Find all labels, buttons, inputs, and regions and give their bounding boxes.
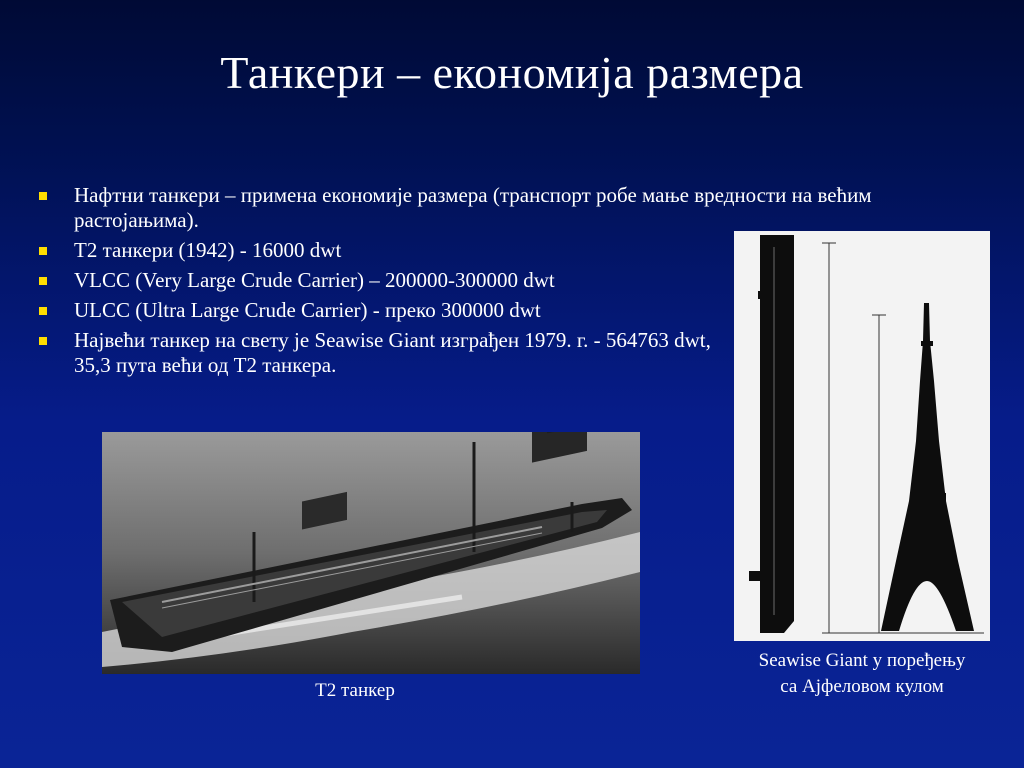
- bullet-text: ULCC (Ultra Large Crude Carrier) - преко 300000 dwt: [74, 298, 541, 322]
- t2-tanker-caption: Т2 танкер: [315, 680, 395, 701]
- caption-line: Seawise Giant у поређењу: [758, 650, 966, 671]
- bullet-text: Нафтни танкери – примена економије размера (транспорт робе мање вредности на већим растојањима).: [74, 183, 872, 232]
- bullet-text: Т2 танкери (1942) - 16000 dwt: [74, 238, 342, 262]
- caption-line: са Ајфеловом кулом: [780, 676, 944, 697]
- bullet-text: VLCC (Very Large Crude Carrier) – 200000-300000 dwt: [74, 268, 555, 292]
- bullet-square-icon: [39, 277, 47, 285]
- bullet-square-icon: [39, 307, 47, 315]
- bullet-square-icon: [39, 337, 47, 345]
- seawise-giant-comparison-image: [734, 231, 990, 641]
- t2-tanker-photo: [102, 432, 640, 674]
- bullet-square-icon: [39, 247, 47, 255]
- bullet-item: [36, 183, 971, 233]
- slide-title: Танкери – економија размера: [220, 47, 804, 98]
- bullet-text: Највећи танкер на свету је Seawise Giant изграђен 1979. г. - 564763 dwt, 35,3 пута већи од Т2 танкера.: [74, 328, 711, 377]
- seawise-giant-caption: [726, 648, 998, 700]
- bullet-square-icon: [39, 192, 47, 200]
- bullet-item: [36, 328, 734, 378]
